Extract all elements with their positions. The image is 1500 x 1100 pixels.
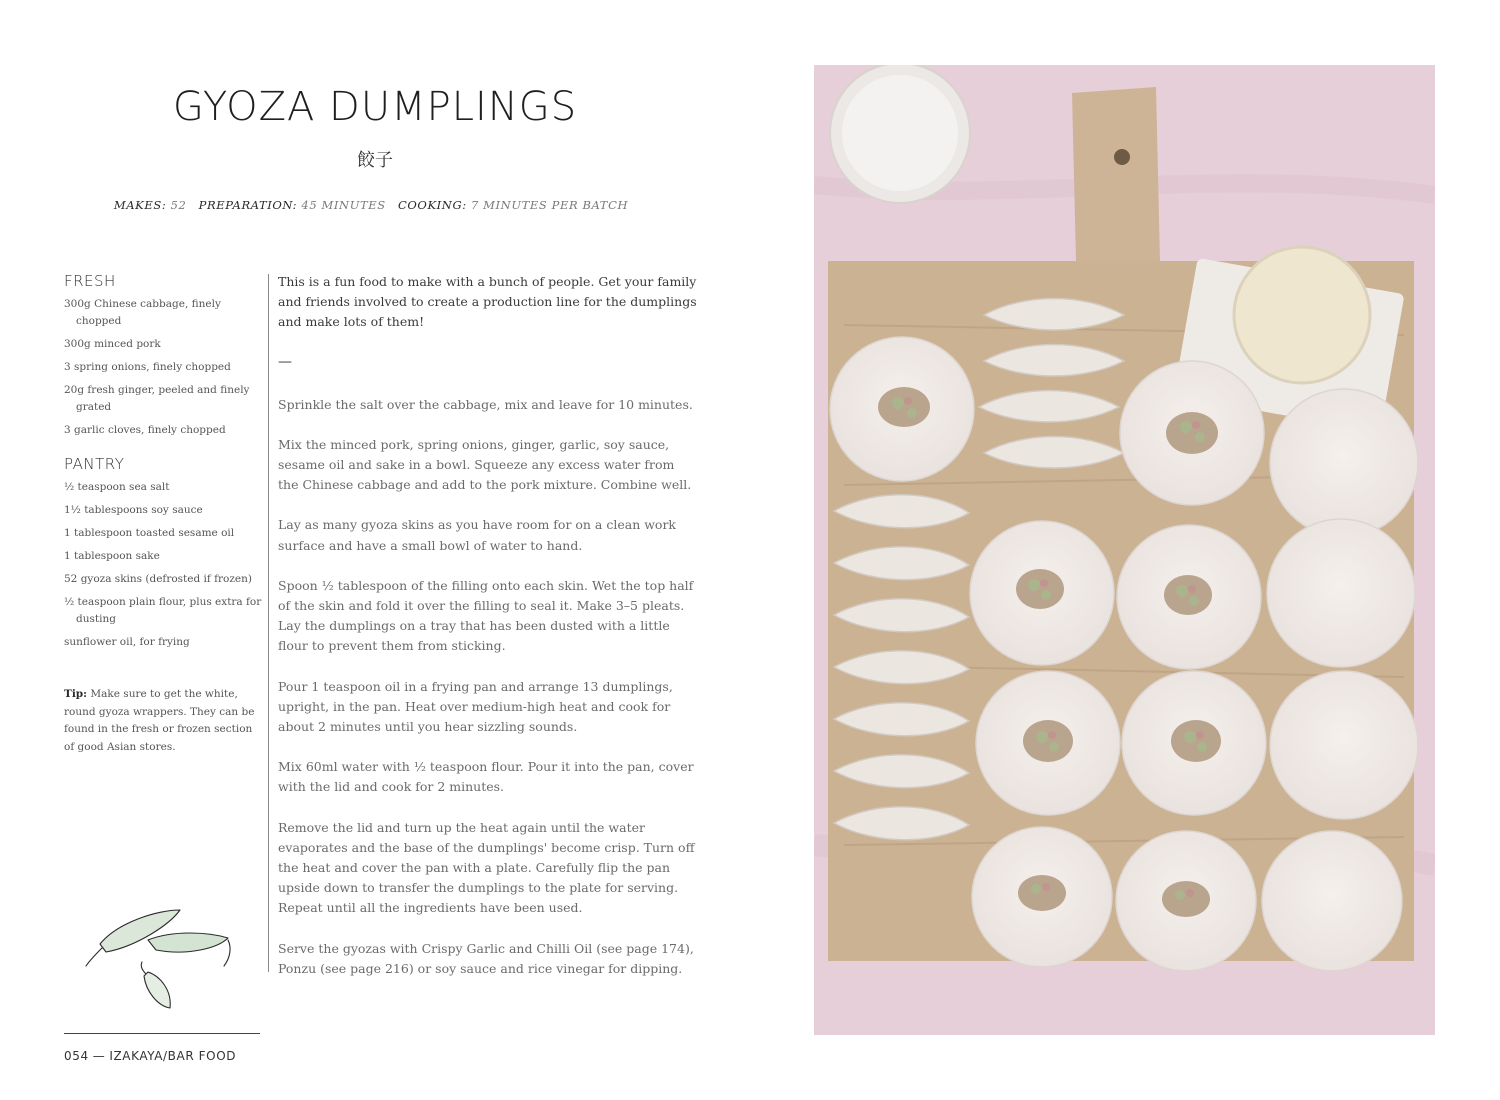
method-step: Remove the lid and turn up the heat again until the water evaporates and the base of the dumplings' become crisp. Turn off the heat and cover the pan with a plate. Carefully flip the pan upside down to transfer the dumplings to the plate for serving. Repeat until all the ingredients have been used. [278,819,695,916]
makes-label: MAKES: [113,198,167,212]
tip-label: Tip: [64,688,88,700]
ingredient-item: 300g minced pork [64,338,161,350]
method-step: Mix 60ml water with ½ teaspoon flour. Pour it into the pan, cover with the lid and cook for 2 minutes. [278,759,694,795]
fresh-heading: FRESH [64,272,116,290]
section-name: IZAKAYA/BAR FOOD [109,1049,237,1063]
pantry-ingredients [64,455,264,657]
ingredient-item: ½ teaspoon sea salt [64,481,170,493]
method-step: Spoon ½ tablespoon of the filling onto each skin. Wet the top half of the skin and fold it over the filling to seal it. Make 3–5 pleats. Lay the dumplings on a tray that has been dusted with a little flour to prevent them from sticking. [278,577,694,654]
page-footer [64,1049,236,1063]
ingredient-item: 1 tablespoon sake [64,550,160,562]
cook-value: 7 MINUTES PER BATCH [470,198,629,212]
prep-value: 45 MINUTES [301,198,386,212]
footer-rule [64,1033,260,1034]
cook-label: COOKING: [398,198,467,212]
column-divider [268,274,269,972]
page-number: 054 [64,1049,89,1063]
recipe-meta [100,198,650,212]
tip-note [64,686,264,756]
ingredient-item: 52 gyoza skins (defrosted if frozen) [64,573,252,585]
footer-separator: — [92,1049,106,1063]
fresh-list [64,296,264,439]
chilli-peppers-illustration [78,902,238,1017]
method-step: Sprinkle the salt over the cabbage, mix and leave for 10 minutes. [278,396,693,412]
method [278,272,698,999]
ingredient-item: 3 spring onions, finely chopped [64,361,231,373]
prep-label: PREPARATION: [198,198,298,212]
ingredient-item: 20g fresh ginger, peeled and finely grated [64,384,250,413]
method-step: Lay as many gyoza skins as you have room for on a clean work surface and have a small bowl of water to hand. [278,517,677,553]
method-step: Serve the gyozas with Crispy Garlic and Chilli Oil (see page 174), Ponzu (see page 216) or soy sauce and rice vinegar for dipping. [278,940,694,976]
method-intro: This is a fun food to make with a bunch of people. Get your family and friends involved to create a production line for the dumplings and make lots of them! [278,274,697,330]
gyoza-preparation-photo [814,65,1435,1035]
ingredient-item: sunflower oil, for frying [64,636,190,648]
method-step: Pour 1 teaspoon oil in a frying pan and arrange 13 dumplings, upright, in the pan. Heat over medium-high heat and cook for about 2 minutes until you hear sizzling sounds. [278,678,673,735]
ingredient-item: 3 garlic cloves, finely chopped [64,424,226,436]
pantry-heading: PANTRY [64,455,125,473]
ingredient-item: ½ teaspoon plain flour, plus extra for dusting [64,596,262,625]
method-step: Mix the minced pork, spring onions, ginger, garlic, soy sauce, sesame oil and sake in a bowl. Squeeze any excess water from the Chinese cabbage and add to the pork mixture. Combine well. [278,436,692,493]
recipe-title: GYOZA DUMPLINGS [172,84,578,130]
pantry-list [64,479,264,651]
tip-text: Make sure to get the white, round gyoza wrappers. They can be found in the fresh or frozen section of good Asian stores. [64,688,255,753]
recipe-subtitle-japanese: 餃子 [357,150,393,171]
fresh-ingredients [64,272,264,445]
ingredient-item: 1½ tablespoons soy sauce [64,504,203,516]
photo-drawing [814,65,1435,1035]
intro-dash: — [278,353,292,370]
makes-value: 52 [170,198,187,212]
ingredient-item: 300g Chinese cabbage, finely chopped [64,298,221,327]
ingredient-item: 1 tablespoon toasted sesame oil [64,527,235,539]
